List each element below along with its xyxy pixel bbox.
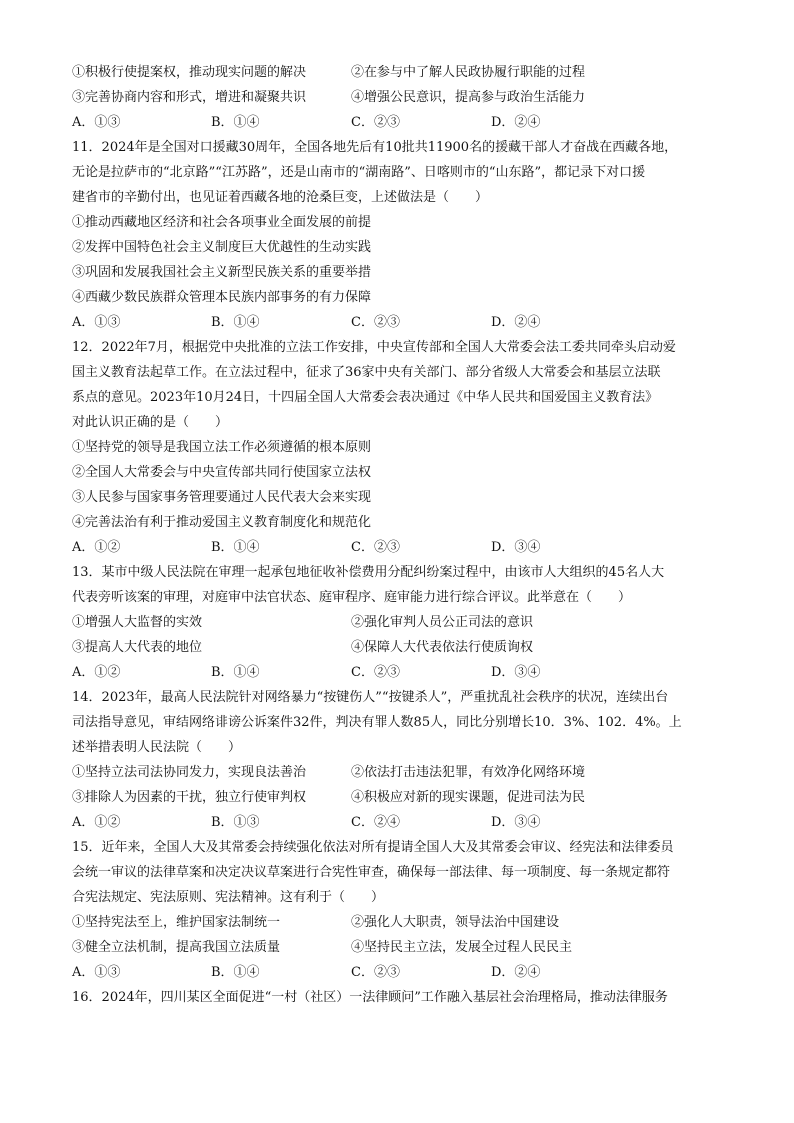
- q11-choices: [72, 310, 722, 335]
- q12-option-1: ①坚持党的领导是我国立法工作必须遵循的根本原则: [72, 440, 372, 455]
- q11-stem-line: 11．2024年是全国对口援藏30周年，全国各地先后有10批共11900名的援藏干部人才奋战在西藏各地，: [72, 140, 678, 155]
- q13-choice-d: D．③④: [491, 665, 541, 680]
- q10-choice-a: A．①③: [72, 115, 121, 130]
- q11-option-1: ①推动西藏地区经济和社会各项事业全面发展的前提: [72, 215, 372, 230]
- q10-options-row-2: [72, 85, 722, 110]
- q10-choice-c: C．②③: [351, 115, 400, 130]
- q11-option-2: ②发挥中国特色社会主义制度巨大优越性的生动实践: [72, 240, 372, 255]
- q12-stem-line: 12．2022年7月，根据党中央批准的立法工作安排，中央宣传部和全国人大常委会法工委共同牵头启动爱: [72, 340, 676, 355]
- q11-choice-a: A．①③: [72, 315, 121, 330]
- q12-stem-line: 系点的意见。2023年10月24日，十四届全国人大常委会表决通过《中华人民共和国爱国主义教育法》: [72, 390, 659, 405]
- q11-choice-b: B．①④: [211, 315, 260, 330]
- q14-option-4: ④积极应对新的现实课题，促进司法为民: [351, 790, 586, 805]
- q10-options-row-1: [72, 60, 722, 85]
- q14-choices: [72, 810, 722, 835]
- q14-choice-b: B．①③: [211, 815, 260, 830]
- q10-option-1: ①积极行使提案权，推动现实问题的解决: [72, 65, 307, 80]
- q15-choice-d: D．②④: [491, 965, 541, 980]
- q11-option-4: ④西藏少数民族群众管理本民族内部事务的有力保障: [72, 290, 372, 305]
- q13-choice-c: C．②③: [351, 665, 400, 680]
- q12-choice-d: D．③④: [491, 540, 541, 555]
- q13-choice-b: B．①④: [211, 665, 260, 680]
- q15-choice-c: C．②③: [351, 965, 400, 980]
- q14-option-1: ①坚持立法司法协同发力，实现良法善治: [72, 765, 307, 780]
- q14-choice-a: A．①②: [72, 815, 121, 830]
- q12-option-3: ③人民参与国家事务管理要通过人民代表大会来实现: [72, 490, 372, 505]
- q13-option-4: ④保障人大代表依法行使质询权: [351, 640, 534, 655]
- q14-options-row-2: [72, 785, 722, 810]
- q15-option-4: ④坚持民主立法，发展全过程人民民主: [351, 940, 573, 955]
- q15-choice-b: B．①④: [211, 965, 260, 980]
- q13-option-2: ②强化审判人员公正司法的意识: [351, 615, 534, 630]
- q12-option-2: ②全国人大常委会与中央宣传部共同行使国家立法权: [72, 465, 372, 480]
- q15-option-1: ①坚持宪法至上，维护国家法制统一: [72, 915, 281, 930]
- q13-options-row-1: [72, 610, 722, 635]
- q13-choices: [72, 660, 722, 685]
- q12-choice-c: C．②③: [351, 540, 400, 555]
- q10-option-2: ②在参与中了解人民政协履行职能的过程: [351, 65, 586, 80]
- q11-choice-d: D．②④: [491, 315, 541, 330]
- q13-stem-line: 代表旁听该案的审理，对庭审中法官状态、庭审程序、庭审能力进行综合评议。此举意在（ ）: [72, 590, 632, 605]
- q12-stem-line: 国主义教育法起草工作。在立法过程中，征求了36家中央有关部门、部分省级人大常委会和基层立法联: [72, 365, 661, 380]
- q15-choices: [72, 960, 722, 985]
- q14-stem-line: 14．2023年，最高人民法院针对网络暴力“按键伤人”“按键杀人”，严重扰乱社会秩序的状况，连续出台: [72, 690, 669, 705]
- q12-stem-line: 对此认识正确的是（ ）: [72, 415, 229, 430]
- q14-option-2: ②依法打击违法犯罪，有效净化网络环境: [351, 765, 586, 780]
- q14-option-3: ③排除人为因素的干扰，独立行使审判权: [72, 790, 307, 805]
- q10-option-3: ③完善协商内容和形式，增进和凝聚共识: [72, 90, 307, 105]
- q14-options-row-1: [72, 760, 722, 785]
- q13-options-row-2: [72, 635, 722, 660]
- q13-option-3: ③提高人大代表的地位: [72, 640, 203, 655]
- q14-choice-c: C．②④: [351, 815, 400, 830]
- q11-option-3: ③巩固和发展我国社会主义新型民族关系的重要举措: [72, 265, 372, 280]
- q15-option-3: ③健全立法机制，提高我国立法质量: [72, 940, 281, 955]
- q15-stem-line: 合宪法规定、宪法原则、宪法精神。这有利于（ ）: [72, 890, 385, 905]
- q10-option-4: ④增强公民意识，提高参与政治生活能力: [351, 90, 586, 105]
- q15-option-2: ②强化人大职责，领导法治中国建设: [351, 915, 560, 930]
- q12-choice-b: B．①④: [211, 540, 260, 555]
- q13-choice-a: A．①②: [72, 665, 121, 680]
- q10-choice-b: B．①④: [211, 115, 260, 130]
- q13-stem-line: 13．某市中级人民法院在审理一起承包地征收补偿费用分配纠纷案过程中，由该市人大组织的45名人大: [72, 565, 665, 580]
- q11-stem-line: 无论是拉萨市的“北京路”“江苏路”，还是山南市的“湖南路”、日喀则市的“山东路”，都记录下对口援: [72, 165, 646, 180]
- q14-choice-d: D．③④: [491, 815, 541, 830]
- q12-option-4: ④完善法治有利于推动爱国主义教育制度化和规范化: [72, 515, 372, 530]
- q15-stem-line: 会统一审议的法律草案和决定决议草案进行合宪性审查，确保每一部法律、每一项制度、每一条规定都符: [72, 865, 671, 880]
- q13-option-1: ①增强人大监督的实效: [72, 615, 203, 630]
- q11-choice-c: C．②③: [351, 315, 400, 330]
- q15-options-row-1: [72, 910, 722, 935]
- q14-stem-line: 司法指导意见，审结网络诽谤公诉案件32件，判决有罪人数85人，同比分别增长10．3%、102．4%。上: [72, 715, 682, 730]
- q16-stem-line: 16．2024年，四川某区全面促进“一村（社区）一法律顾问”工作融入基层社会治理格局，推动法律服务: [72, 990, 668, 1005]
- q15-options-row-2: [72, 935, 722, 960]
- exam-page: [72, 60, 722, 1010]
- q15-choice-a: A．①③: [72, 965, 121, 980]
- q11-stem-line: 建省市的辛勤付出，也见证着西藏各地的沧桑巨变，上述做法是（ ）: [72, 190, 489, 205]
- q12-choices: [72, 535, 722, 560]
- q12-choice-a: A．①②: [72, 540, 121, 555]
- q14-stem-line: 述举措表明人民法院（ ）: [72, 740, 242, 755]
- q10-choices: [72, 110, 722, 135]
- q15-stem-line: 15．近年来，全国人大及其常委会持续强化依法对所有提请全国人大及其常委会审议、经宪法和法律委员: [72, 840, 674, 855]
- q10-choice-d: D．②④: [491, 115, 541, 130]
